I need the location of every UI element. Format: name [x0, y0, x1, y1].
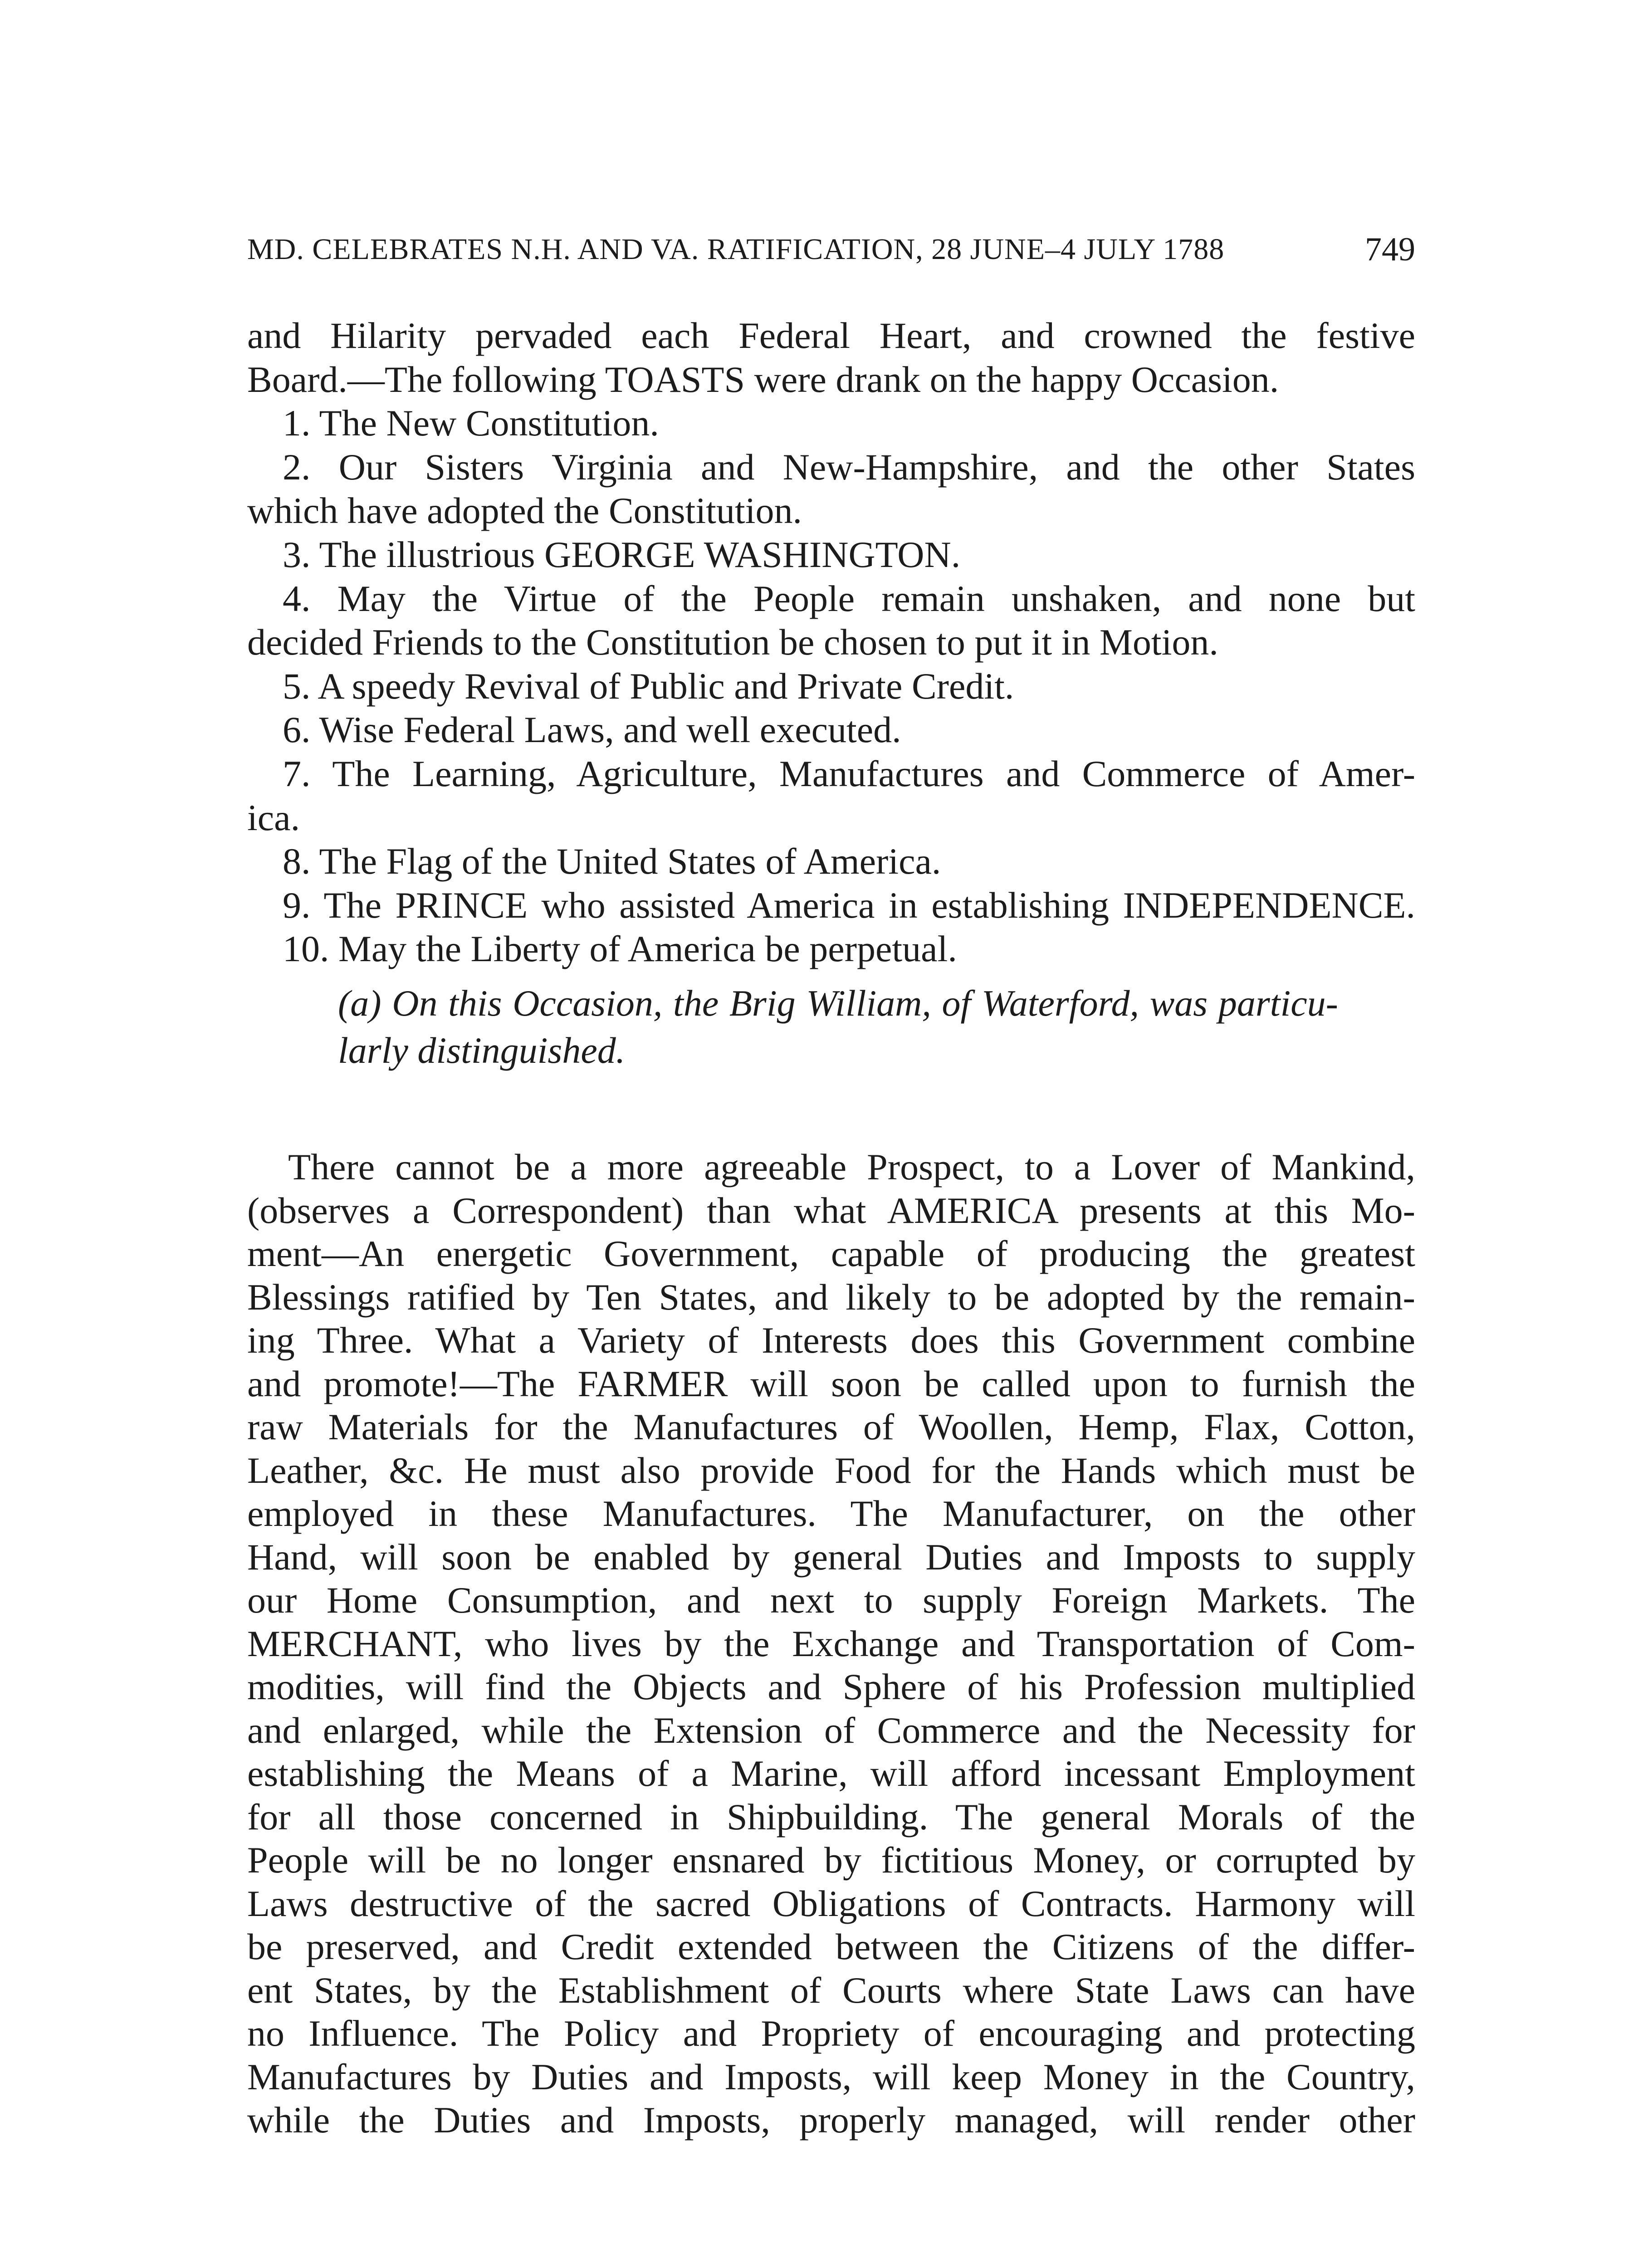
- text-line: People will be no longer ensnared by fictitious Money, or corrupted by: [247, 1839, 1415, 1881]
- text-line: for all those concerned in Shipbuilding. The general Morals of the: [247, 1796, 1415, 1838]
- text-line: and promote!—The FARMER will soon be called upon to furnish the: [247, 1363, 1415, 1404]
- text-line: ment—An energetic Government, capable of producing the greatest: [247, 1233, 1415, 1274]
- text-line: Leather, &c. He must also provide Food for the Hands which must be: [247, 1449, 1415, 1491]
- note-line: [338, 980, 1338, 1027]
- text-line: our Home Consumption, and next to supply Foreign Markets. The: [247, 1579, 1415, 1621]
- text-line: and enlarged, while the Extension of Commerce and the Necessity for: [247, 1709, 1415, 1751]
- text-line: no Influence. The Policy and Propriety of encouraging and protecting: [247, 2013, 1415, 2054]
- page-header: [247, 225, 1415, 274]
- text-line: (observes a Correspondent) than what AMERICA presents at this Mo-: [247, 1189, 1415, 1231]
- toast-item: 1. The New Constitution.: [283, 402, 659, 444]
- toast-item: 8. The Flag of the United States of America.: [283, 841, 941, 882]
- toast-item: 6. Wise Federal Laws, and well executed.: [283, 709, 901, 751]
- note-line: [338, 1027, 1338, 1074]
- footnote-block: [338, 980, 1338, 1074]
- main-paragraph: [247, 1145, 1415, 2142]
- text-line: be preserved, and Credit extended between the Citizens of the differ-: [247, 1926, 1415, 1967]
- toast-item: 5. A speedy Revival of Public and Private Credit.: [283, 665, 1014, 707]
- text-line: while the Duties and Imposts, properly managed, will render other: [247, 2099, 1415, 2141]
- text-line: which have adopted the Constitution.: [247, 490, 802, 532]
- text-line: Board.—The following TOASTS were drank on the happy Occasion.: [247, 358, 1279, 400]
- text-line: Manufactures by Duties and Imposts, will keep Money in the Country,: [247, 2056, 1415, 2097]
- text-line: raw Materials for the Manufactures of Woollen, Hemp, Flax, Cotton,: [247, 1406, 1415, 1447]
- text-line: ica.: [247, 797, 300, 838]
- text-line: employed in these Manufactures. The Manufacturer, on the other: [247, 1493, 1415, 1534]
- text-line: MERCHANT, who lives by the Exchange and Transportation of Com-: [247, 1623, 1415, 1664]
- text-line: establishing the Means of a Marine, will afford incessant Employment: [247, 1753, 1415, 1794]
- toast-item: 2. Our Sisters Virginia and New-Hampshire, and the other States: [283, 446, 1415, 488]
- text-line: ent States, by the Establishment of Courts where State Laws can have: [247, 1969, 1415, 2011]
- page-number: 749: [1365, 231, 1415, 268]
- text-line: ing Three. What a Variety of Interests does this Government combine: [247, 1320, 1415, 1361]
- running-head: MD. CELEBRATES N.H. AND VA. RATIFICATION, 28 JUNE–4 JULY 1788: [247, 233, 1225, 266]
- toast-item: 9. The PRINCE who assisted America in establishing INDEPENDENCE.: [283, 884, 1415, 926]
- toast-item: 3. The illustrious GEORGE WASHINGTON.: [283, 533, 961, 575]
- text-line: There cannot be a more agreeable Prospect, to a Lover of Mankind,: [288, 1146, 1415, 1188]
- text-line: Blessings ratified by Ten States, and likely to be adopted by the remain-: [247, 1276, 1415, 1318]
- toast-item: 10. May the Liberty of America be perpetual.: [283, 928, 957, 970]
- text-line: Hand, will soon be enabled by general Duties and Imposts to supply: [247, 1536, 1415, 1578]
- note-text: larly distinguished.: [338, 1030, 626, 1071]
- text-line: Laws destructive of the sacred Obligations of Contracts. Harmony will: [247, 1882, 1415, 1924]
- toast-item: 7. The Learning, Agriculture, Manufactures and Commerce of Amer-: [283, 753, 1415, 794]
- toasts-section: [247, 314, 1415, 971]
- text-line: modities, will find the Objects and Sphere of his Profession multiplied: [247, 1666, 1415, 1707]
- text-line: decided Friends to the Constitution be chosen to put it in Motion.: [247, 621, 1218, 663]
- text-line: and Hilarity pervaded each Federal Heart, and crowned the festive: [247, 315, 1415, 356]
- toast-item: 4. May the Virtue of the People remain unshaken, and none but: [283, 577, 1415, 619]
- note-text: (a) On this Occasion, the Brig William, of Waterford, was particu-: [338, 982, 1338, 1024]
